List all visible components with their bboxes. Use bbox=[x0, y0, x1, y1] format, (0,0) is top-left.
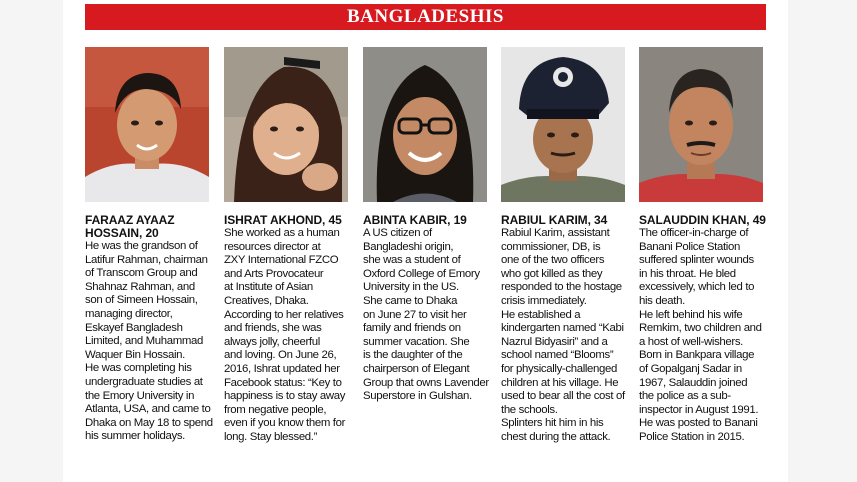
portrait-photo bbox=[501, 47, 625, 202]
person-name: ABINTA KABIR, 19 bbox=[363, 213, 467, 227]
profile-abinta bbox=[363, 47, 491, 404]
portrait-photo bbox=[639, 47, 763, 202]
portrait-photo bbox=[224, 47, 348, 202]
portrait-photo bbox=[85, 47, 209, 202]
profile-rabiul bbox=[501, 47, 629, 445]
section-banner bbox=[85, 4, 766, 30]
profile-ishrat bbox=[224, 47, 352, 445]
section-title: BANGLADESHIS bbox=[347, 6, 504, 27]
person-bio: He was the grandson of Latifur Rahman, chairman of Transcom Group and Shahnaz Rahman, and son of Simeen Hossain, managing director, Eskayef Bangladesh Limited, and Muhammad Waquer Bin Hossain. He was completing his undergraduate studies at the Emory University in Atlanta, USA, and came to Dhaka on May 18 to spend his summer holidays. bbox=[85, 240, 213, 443]
profile-salauddin bbox=[639, 47, 767, 445]
person-name: SALAUDDIN KHAN, 49 bbox=[639, 213, 766, 227]
profile-faraaz bbox=[85, 47, 213, 444]
person-bio: The officer-in-charge of Banani Police Station suffered splinter wounds in his throat. He bled excessively, which led to his death. He left behind his wife Remkim, two children and a host of well-wishers. Born in Bankpara village of Gopalganj Sadar in 1967, Salauddin joined the police as a sub- inspector in August 1991. He was posted to Banani Police Station in 2015. bbox=[639, 227, 762, 443]
person-bio: She worked as a human resources director at ZXY International FZCO and Arts Provocateur at Institute of Asian Creatives, Dhaka. According to her relatives and friends, she was always jolly, cheerful and loving. On June 26, 2016, Ishrat updated her Facebook status: “Key to happiness is to stay away from negative people, even if you know them for long. Stay blessed.” bbox=[224, 227, 346, 443]
portrait-photo bbox=[363, 47, 487, 202]
article-page bbox=[63, 0, 788, 482]
person-name: FARAAZ AYAAZ HOSSAIN, 20 bbox=[85, 213, 175, 240]
person-name: ISHRAT AKHOND, 45 bbox=[224, 213, 342, 227]
person-bio: Rabiul Karim, assistant commissioner, DB, is one of the two officers who got killed as they responded to the hostage crisis immediately. He established a kindergarten named “Kabi Nazrul Bidyasiri” and a school named “Blooms” for physically-challenged children at his village. He used to bear all the cost of the schools. Splinters hit him in his chest during the attack. bbox=[501, 227, 625, 443]
person-name: RABIUL KARIM, 34 bbox=[501, 213, 608, 227]
person-bio: A US citizen of Bangladeshi origin, she was a student of Oxford College of Emory University in the US. She came to Dhaka on June 27 to visit her family and friends on summer vacation. She is the daughter of the chairperson of Elegant Group that owns Lavender Superstore in Gulshan. bbox=[363, 227, 489, 403]
